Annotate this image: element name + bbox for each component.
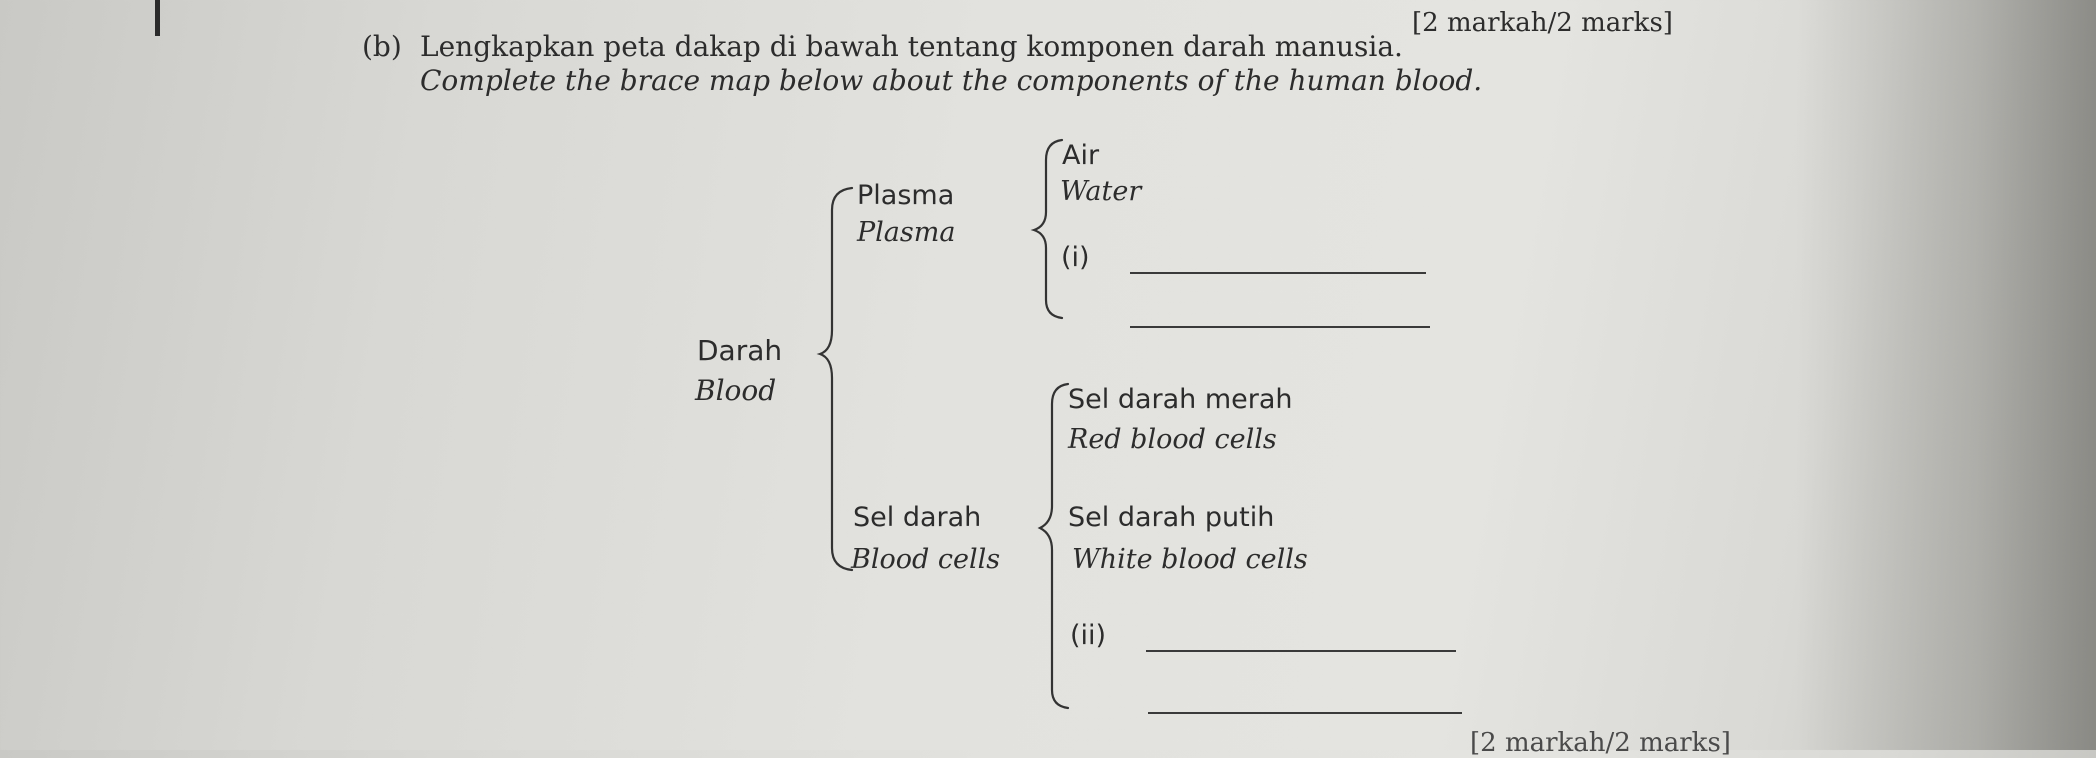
root-label-english: Blood (695, 374, 777, 407)
cells-label-english: Blood cells (851, 544, 1001, 575)
blank-label-i: (i) (1061, 242, 1090, 273)
marks-label-cut-off: [2 markah/2 marks] (1470, 728, 1731, 758)
root-label-malay: Darah (697, 334, 783, 367)
plasma-item-water-malay: Air (1062, 140, 1100, 171)
question-text-english: Complete the brace map below about the components of the human blood. (420, 64, 1483, 97)
marks-label: [2 markah/2 marks] (1412, 8, 1673, 38)
answer-blank-ii-line-1 (1146, 650, 1456, 652)
cells-item-white-malay: Sel darah putih (1068, 502, 1275, 533)
cells-label-malay: Sel darah (853, 502, 982, 533)
cells-item-white-english: White blood cells (1072, 544, 1308, 575)
plasma-label-malay: Plasma (857, 180, 955, 211)
plasma-brace (1034, 140, 1062, 318)
answer-blank-i-line-1 (1130, 272, 1426, 274)
plasma-item-water-english: Water (1060, 176, 1142, 207)
root-brace (820, 188, 852, 570)
cells-item-red-malay: Sel darah merah (1068, 384, 1293, 415)
answer-blank-ii-line-2 (1148, 712, 1462, 714)
question-text-malay: Lengkapkan peta dakap di bawah tentang komponen darah manusia. (420, 30, 1403, 63)
question-part-label: (b) (362, 30, 402, 63)
blank-label-ii: (ii) (1070, 620, 1107, 651)
cells-brace (1040, 384, 1068, 708)
cells-item-red-english: Red blood cells (1068, 424, 1277, 455)
answer-blank-i-line-2 (1130, 326, 1430, 328)
plasma-label-english: Plasma (857, 217, 956, 248)
